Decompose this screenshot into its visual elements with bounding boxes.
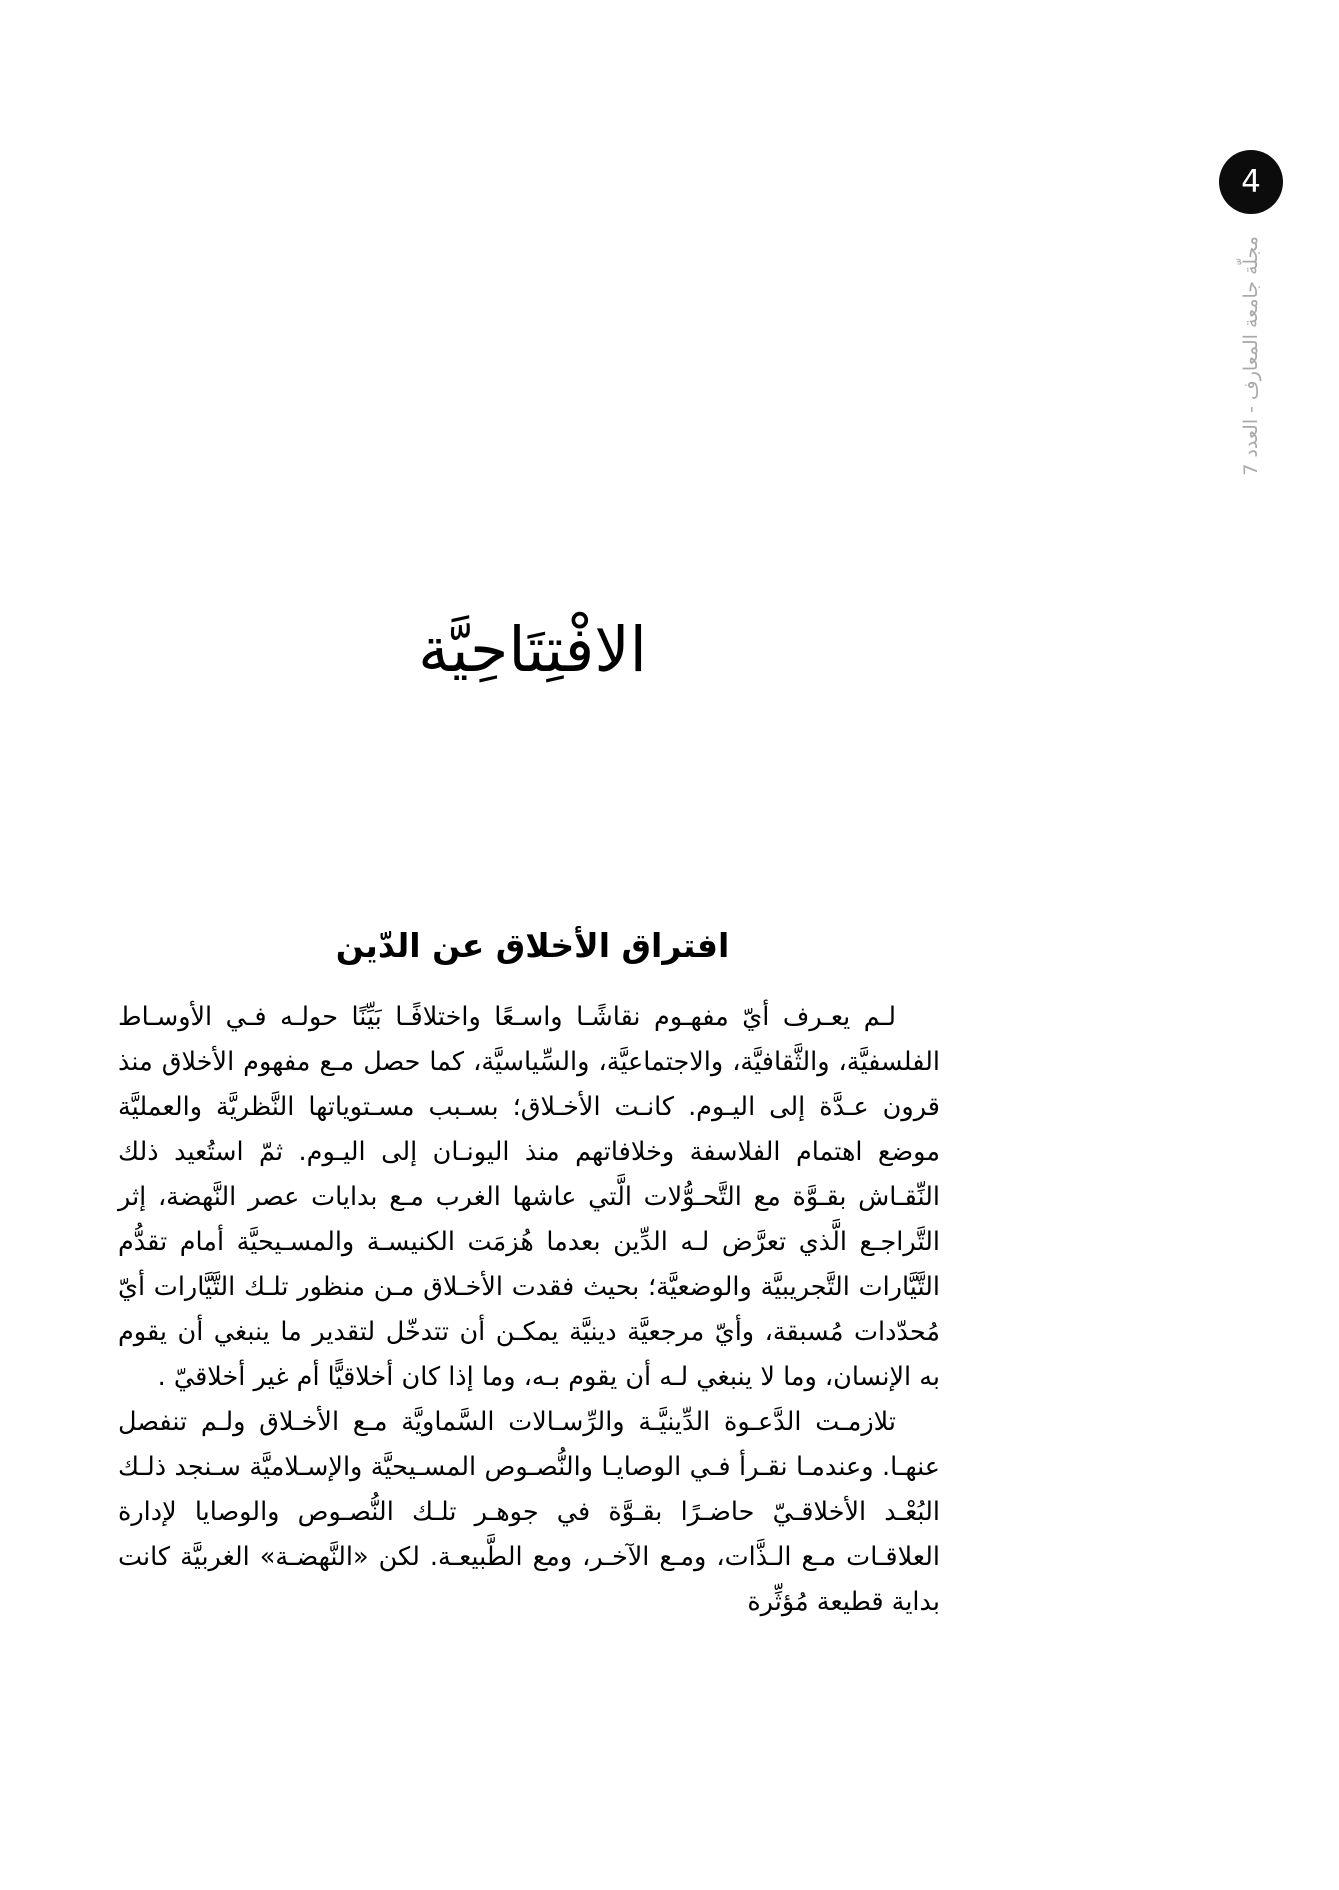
article-heading: افتراق الأخلاق عن الدّين	[335, 926, 730, 966]
page-number-badge: 4	[1219, 150, 1283, 214]
body-text	[118, 995, 940, 1625]
running-head-text: مجلّة جامعة المعارف - العدد 7	[1240, 236, 1262, 476]
body-paragraph: لـم يعـرف أيّ مفهـوم نقاشًـا واسـعًا واختلافًـا بَيِّنًا حولـه فـي الأوسـاط الفلسفيَّة، والثَّقافيَّة، والاجتماعيَّة، والسِّياسيَّة، كما حصل مـع مفهوم الأخلاق منذ قرون عـدَّة إلى اليـوم. كانـت الأخـلاق؛ بسـبب مسـتوياتها النَّظريَّة والعمليَّة موضع اهتمام الفلاسفة وخلافاتهم منذ اليونـان إلى اليـوم. ثمّ استُعيد ذلك النِّقـاش بقـوَّة مع التَّحـوُّلات الَّتي عاشها الغرب مـع بدايات عصر النَّهضة، إثر التَّراجـع الَّذي تعرَّض لـه الدِّين بعدما هُزمَت الكنيسـة والمسـيحيَّة أمام تقدُّم التَّيَّارات التَّجريبيَّة والوضعيَّة؛ بحيث فقدت الأخـلاق مـن منظور تلـك التَّيَّارات أيّ مُحدّدات مُسبقة، وأيّ مرجعيَّة دينيَّة يمكـن أن تتدخّل لتقدير ما ينبغي أن يقوم به الإنسان، وما لا ينبغي لـه أن يقوم بـه، وما إذا كان أخلاقيًّا أم غير أخلاقيّ .	[118, 1002, 940, 1392]
page-title: الافْتِتَاحِيَّة	[418, 612, 647, 686]
body-paragraph: تلازمـت الدَّعـوة الدِّينيَّـة والرِّسـالات السَّماويَّة مـع الأخـلاق ولـم تنفصل عنهـا. وعندمـا نقـرأ فـي الوصايـا والنُّصـوص المسـيحيَّة والإسـلاميَّة سـنجد ذلـك البُعْـد الأخلاقـيّ حاضـرًا بقـوَّة في جوهـر تلـك النُّصـوص والوصايا لإدارة العلاقـات مـع الـذَّات، ومـع الآخـر، ومع الطَّبيعـة. لكن «النَّهضـة» الغربيَّة كانت بداية قطيعة مُؤثِّرة	[118, 1407, 940, 1617]
